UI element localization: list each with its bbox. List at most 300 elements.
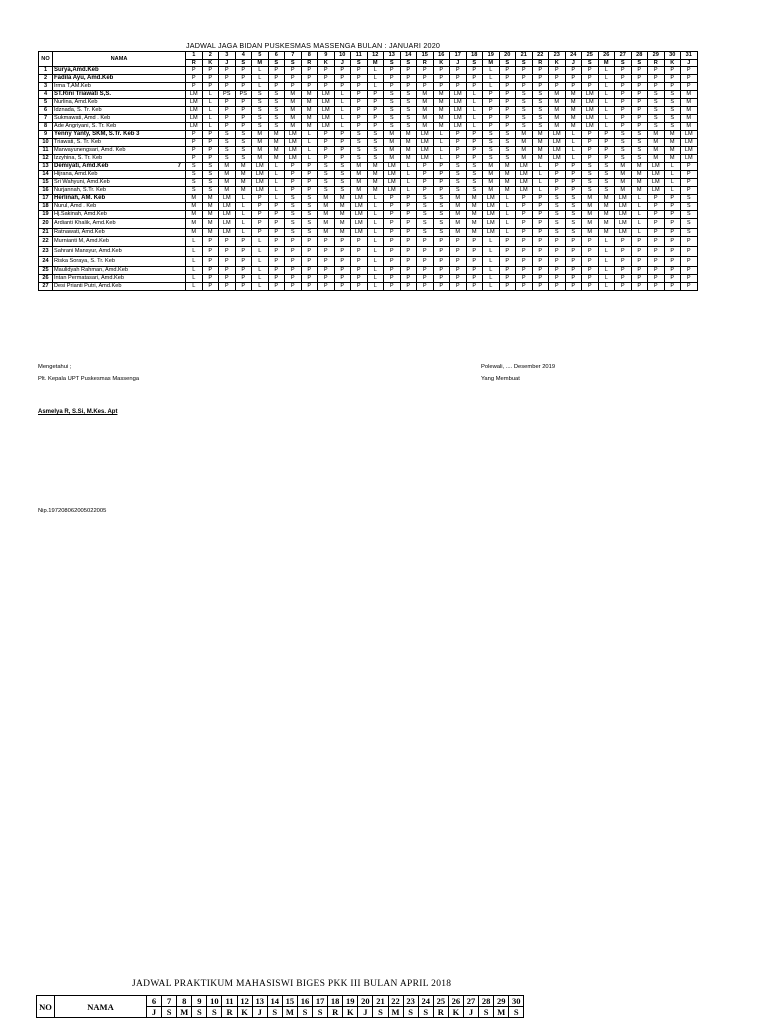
- practicum-header-day: 20: [358, 996, 373, 1007]
- shift-cell: M: [252, 155, 269, 163]
- shift-cell: P: [219, 283, 236, 291]
- shift-cell: M: [681, 123, 698, 131]
- shift-cell: P: [598, 139, 615, 147]
- header-day: 18: [466, 52, 483, 60]
- shift-cell: L: [186, 283, 203, 291]
- shift-cell: P: [400, 257, 417, 267]
- shift-cell: P: [301, 163, 318, 171]
- shift-cell: P: [549, 67, 566, 75]
- shift-cell: P: [631, 107, 648, 115]
- shift-cell: P: [219, 123, 236, 131]
- shift-cell: M: [466, 195, 483, 203]
- shift-cell: P: [549, 257, 566, 267]
- shift-cell: P: [516, 257, 533, 267]
- shift-cell: P: [351, 75, 368, 83]
- shift-cell: S: [433, 229, 450, 237]
- shift-cell: P: [549, 267, 566, 275]
- shift-cell: M: [664, 139, 681, 147]
- shift-cell: S: [483, 147, 500, 155]
- shift-cell: M: [351, 179, 368, 187]
- shift-cell: M: [483, 163, 500, 171]
- shift-cell: M: [318, 195, 335, 203]
- shift-cell: P: [664, 275, 681, 283]
- shift-cell: S: [433, 219, 450, 229]
- shift-cell: L: [202, 107, 219, 115]
- shift-cell: L: [186, 237, 203, 247]
- shift-cell: P: [681, 187, 698, 195]
- header-day: 3: [219, 52, 236, 60]
- shift-cell: LM: [615, 219, 632, 229]
- shift-cell: M: [466, 219, 483, 229]
- shift-cell: M: [219, 171, 236, 179]
- shift-cell: P: [285, 75, 302, 83]
- row-name-text: Hj.Sakinah, Amd.Keb: [54, 211, 107, 218]
- shift-cell: P: [549, 247, 566, 257]
- header-weekday: S: [582, 59, 599, 67]
- shift-cell: P: [532, 83, 549, 91]
- row-name-text: Riska Soraya, S. Tr. Keb: [54, 258, 115, 265]
- shift-cell: P: [235, 275, 252, 283]
- shift-cell: P: [664, 283, 681, 291]
- shift-cell: P: [549, 163, 566, 171]
- shift-cell: S: [466, 163, 483, 171]
- shift-cell: S: [252, 91, 269, 99]
- practicum-header-day: 27: [463, 996, 478, 1007]
- shift-cell: L: [268, 195, 285, 203]
- shift-cell: P: [532, 275, 549, 283]
- row-name: [53, 67, 186, 75]
- shift-cell: L: [565, 131, 582, 139]
- shift-cell: P: [285, 187, 302, 195]
- row-no: 3: [39, 83, 53, 91]
- shift-cell: M: [384, 139, 401, 147]
- shift-cell: P: [285, 83, 302, 91]
- shift-cell: P: [252, 203, 269, 211]
- shift-cell: L: [202, 91, 219, 99]
- table-row: [39, 99, 698, 107]
- table-row: [39, 155, 698, 163]
- shift-cell: P: [219, 237, 236, 247]
- shift-cell: L: [334, 115, 351, 123]
- shift-cell: P: [268, 219, 285, 229]
- table-row: [39, 203, 698, 211]
- shift-cell: P: [351, 67, 368, 75]
- row-name-text: Maulidyah Rahman, Amd.Keb: [54, 267, 129, 274]
- row-no: 22: [39, 237, 53, 247]
- shift-cell: S: [219, 155, 236, 163]
- shift-cell: P: [615, 237, 632, 247]
- shift-cell: M: [334, 219, 351, 229]
- shift-cell: LM: [450, 115, 467, 123]
- shift-cell: P: [648, 237, 665, 247]
- shift-cell: LM: [252, 187, 269, 195]
- shift-cell: M: [351, 187, 368, 195]
- shift-cell: L: [483, 283, 500, 291]
- shift-cell: S: [598, 171, 615, 179]
- shift-cell: LM: [219, 229, 236, 237]
- shift-cell: P: [301, 67, 318, 75]
- shift-cell: P: [483, 123, 500, 131]
- shift-cell: P: [433, 179, 450, 187]
- shift-cell: P: [631, 283, 648, 291]
- table-row: [39, 115, 698, 123]
- header-weekday: J: [334, 59, 351, 67]
- shift-cell: P: [202, 83, 219, 91]
- table-row: [39, 163, 698, 171]
- shift-cell: P: [334, 267, 351, 275]
- shift-cell: LM: [351, 203, 368, 211]
- shift-cell: P: [648, 83, 665, 91]
- shift-cell: M: [219, 163, 236, 171]
- shift-cell: L: [483, 267, 500, 275]
- shift-cell: P: [450, 275, 467, 283]
- shift-cell: P: [235, 67, 252, 75]
- shift-cell: LM: [351, 219, 368, 229]
- row-name-text: Marwayunengsari, Amd. Keb: [54, 147, 126, 154]
- shift-cell: P: [384, 195, 401, 203]
- row-no: 2: [39, 75, 53, 83]
- shift-cell: P: [664, 247, 681, 257]
- row-name: [53, 211, 186, 219]
- header-day: 28: [631, 52, 648, 60]
- shift-cell: M: [648, 139, 665, 147]
- header-day: 2: [202, 52, 219, 60]
- shift-cell: P: [631, 91, 648, 99]
- shift-cell: S: [334, 163, 351, 171]
- shift-cell: P: [466, 67, 483, 75]
- shift-cell: P: [252, 211, 269, 219]
- shift-cell: M: [186, 195, 203, 203]
- row-name: [53, 99, 186, 107]
- shift-cell: M: [384, 147, 401, 155]
- practicum-header-weekday: S: [373, 1007, 388, 1018]
- header-weekday: K: [549, 59, 566, 67]
- shift-cell: P: [400, 283, 417, 291]
- header-day: 7: [285, 52, 302, 60]
- shift-cell: P: [549, 237, 566, 247]
- shift-cell: P: [664, 75, 681, 83]
- practicum-header-day: 6: [147, 996, 162, 1007]
- table-row: [39, 123, 698, 131]
- shift-cell: P: [351, 267, 368, 275]
- row-name: [53, 229, 186, 237]
- practicum-header-nama: NAMA: [55, 996, 147, 1018]
- shift-cell: P: [598, 155, 615, 163]
- practicum-header-day: 30: [509, 996, 524, 1007]
- shift-cell: P: [351, 107, 368, 115]
- shift-cell: L: [499, 195, 516, 203]
- shift-cell: M: [384, 155, 401, 163]
- shift-cell: L: [186, 247, 203, 257]
- header-nama: NAMA: [53, 52, 186, 67]
- shift-cell: L: [499, 203, 516, 211]
- shift-cell: S: [400, 99, 417, 107]
- shift-cell: L: [664, 163, 681, 171]
- shift-cell: P: [384, 257, 401, 267]
- shift-cell: P: [549, 283, 566, 291]
- header-weekday: R: [186, 59, 203, 67]
- shift-cell: S: [252, 99, 269, 107]
- shift-cell: L: [631, 229, 648, 237]
- shift-cell: L: [235, 203, 252, 211]
- shift-cell: P: [400, 275, 417, 283]
- shift-cell: P: [318, 155, 335, 163]
- shift-cell: P: [549, 179, 566, 187]
- shift-cell: M: [268, 131, 285, 139]
- shift-cell: S: [565, 195, 582, 203]
- shift-cell: LM: [285, 131, 302, 139]
- shift-cell: M: [648, 155, 665, 163]
- header-day: 21: [516, 52, 533, 60]
- shift-cell: L: [664, 187, 681, 195]
- shift-cell: S: [483, 139, 500, 147]
- shift-cell: M: [367, 163, 384, 171]
- shift-cell: P: [516, 247, 533, 257]
- practicum-header-day: 14: [267, 996, 282, 1007]
- shift-cell: M: [450, 211, 467, 219]
- shift-cell: M: [516, 155, 533, 163]
- header-weekday: S: [631, 59, 648, 67]
- shift-cell: P: [648, 257, 665, 267]
- shift-cell: P: [516, 237, 533, 247]
- shift-cell: P: [565, 187, 582, 195]
- shift-cell: S: [681, 203, 698, 211]
- shift-cell: P: [532, 257, 549, 267]
- table-row: [39, 219, 698, 229]
- shift-cell: S: [219, 139, 236, 147]
- shift-cell: P: [648, 247, 665, 257]
- shift-cell: M: [598, 219, 615, 229]
- shift-cell: P: [417, 179, 434, 187]
- shift-cell: S: [186, 171, 203, 179]
- table-row: [39, 83, 698, 91]
- shift-cell: P: [483, 99, 500, 107]
- practicum-header-day: 24: [418, 996, 433, 1007]
- shift-cell: M: [252, 139, 269, 147]
- shift-cell: P: [417, 67, 434, 75]
- shift-cell: LM: [483, 195, 500, 203]
- shift-cell: P: [268, 203, 285, 211]
- shift-cell: S: [301, 211, 318, 219]
- shift-cell: P: [532, 267, 549, 275]
- shift-cell: S: [202, 163, 219, 171]
- shift-cell: P: [367, 123, 384, 131]
- shift-cell: L: [565, 155, 582, 163]
- shift-cell: S: [433, 203, 450, 211]
- shift-cell: L: [400, 179, 417, 187]
- shift-cell: P: [417, 267, 434, 275]
- row-name-text: Surya,Amd.Keb: [54, 67, 99, 74]
- shift-cell: L: [466, 123, 483, 131]
- practicum-header-no: NO: [37, 996, 55, 1018]
- shift-cell: LM: [582, 91, 599, 99]
- shift-cell: P: [631, 275, 648, 283]
- header-day: 20: [499, 52, 516, 60]
- shift-cell: M: [681, 99, 698, 107]
- shift-cell: P: [417, 163, 434, 171]
- header-day: 30: [664, 52, 681, 60]
- row-name: [53, 275, 186, 283]
- shift-cell: L: [532, 179, 549, 187]
- shift-cell: M: [202, 203, 219, 211]
- row-name: [53, 247, 186, 257]
- shift-cell: P: [615, 67, 632, 75]
- shift-cell: P: [400, 211, 417, 219]
- shift-cell: P: [219, 83, 236, 91]
- shift-cell: P: [582, 155, 599, 163]
- shift-cell: P: [202, 131, 219, 139]
- shift-cell: S: [351, 155, 368, 163]
- shift-cell: LM: [384, 179, 401, 187]
- header-weekday: J: [565, 59, 582, 67]
- shift-cell: P: [681, 75, 698, 83]
- shift-cell: L: [598, 91, 615, 99]
- practicum-schedule-table: [36, 995, 524, 1018]
- shift-cell: LM: [285, 139, 302, 147]
- shift-cell: M: [565, 99, 582, 107]
- shift-cell: L: [367, 237, 384, 247]
- practicum-header-weekday: S: [267, 1007, 282, 1018]
- shift-cell: P: [268, 283, 285, 291]
- shift-cell: P: [466, 283, 483, 291]
- shift-cell: P: [268, 211, 285, 219]
- row-no: 1: [39, 67, 53, 75]
- shift-cell: LM: [351, 211, 368, 219]
- shift-cell: P: [334, 139, 351, 147]
- shift-cell: S: [615, 131, 632, 139]
- shift-cell: P: [334, 275, 351, 283]
- shift-cell: L: [483, 275, 500, 283]
- shift-cell: L: [598, 267, 615, 275]
- shift-cell: P: [582, 67, 599, 75]
- shift-cell: P: [516, 219, 533, 229]
- shift-cell: P: [384, 229, 401, 237]
- shift-cell: S: [318, 171, 335, 179]
- shift-cell: M: [235, 179, 252, 187]
- shift-cell: S: [301, 219, 318, 229]
- shift-cell: S: [615, 139, 632, 147]
- shift-cell: L: [367, 75, 384, 83]
- shift-cell: LM: [318, 107, 335, 115]
- row-name: [53, 123, 186, 131]
- shift-cell: M: [631, 171, 648, 179]
- shift-cell: S: [598, 179, 615, 187]
- shift-cell: S: [367, 147, 384, 155]
- row-no: 23: [39, 247, 53, 257]
- shift-cell: P: [532, 75, 549, 83]
- practicum-header-weekday: M: [494, 1007, 509, 1018]
- shift-cell: M: [549, 91, 566, 99]
- shift-cell: P: [186, 75, 203, 83]
- practicum-schedule-title: JADWAL PRAKTIKUM MAHASISWI BIGES PKK III BULAN APRIL 2018: [132, 979, 452, 989]
- shift-cell: P: [499, 257, 516, 267]
- shift-cell: S: [532, 115, 549, 123]
- shift-cell: S: [285, 195, 302, 203]
- shift-cell: P: [433, 67, 450, 75]
- shift-cell: L: [268, 179, 285, 187]
- shift-cell: S: [417, 211, 434, 219]
- row-no: 7: [39, 115, 53, 123]
- shift-cell: P: [202, 267, 219, 275]
- shift-cell: S: [186, 163, 203, 171]
- shift-cell: M: [235, 187, 252, 195]
- shift-cell: P: [565, 275, 582, 283]
- practicum-header-weekday: K: [448, 1007, 463, 1018]
- shift-cell: L: [598, 275, 615, 283]
- shift-cell: P: [532, 229, 549, 237]
- shift-cell: P: [631, 83, 648, 91]
- row-no: 9: [39, 131, 53, 139]
- shift-cell: M: [450, 229, 467, 237]
- shift-cell: S: [367, 155, 384, 163]
- shift-cell: L: [483, 257, 500, 267]
- shift-cell: P: [285, 171, 302, 179]
- shift-cell: P: [384, 237, 401, 247]
- row-no: 11: [39, 147, 53, 155]
- shift-cell: P: [450, 247, 467, 257]
- table-row: [39, 75, 698, 83]
- shift-cell: L: [334, 123, 351, 131]
- shift-cell: L: [565, 147, 582, 155]
- header-weekday: S: [351, 59, 368, 67]
- shift-cell: P: [582, 283, 599, 291]
- header-weekday: R: [417, 59, 434, 67]
- shift-cell: P: [367, 91, 384, 99]
- header-weekday: S: [268, 59, 285, 67]
- shift-cell: L: [466, 107, 483, 115]
- row-name-text: Triawati, S. Tr. Keb: [54, 139, 102, 146]
- header-weekday: R: [532, 59, 549, 67]
- shift-cell: S: [433, 211, 450, 219]
- header-weekday: K: [318, 59, 335, 67]
- practicum-header-weekday: S: [162, 1007, 177, 1018]
- shift-cell: P: [235, 99, 252, 107]
- practicum-header-day: 17: [313, 996, 328, 1007]
- shift-cell: LM: [219, 219, 236, 229]
- shift-cell: M: [186, 229, 203, 237]
- practicum-header-day: 28: [479, 996, 494, 1007]
- header-day: 1: [186, 52, 203, 60]
- shift-cell: S: [466, 179, 483, 187]
- row-name-text: Fadila Ayu, Amd.Keb: [54, 75, 114, 82]
- shift-cell: P: [285, 267, 302, 275]
- shift-cell: S: [252, 107, 269, 115]
- shift-cell: M: [664, 155, 681, 163]
- shift-cell: P: [400, 229, 417, 237]
- shift-cell: LM: [615, 211, 632, 219]
- shift-cell: P: [582, 75, 599, 83]
- header-no: NO: [39, 52, 53, 67]
- shift-cell: M: [202, 211, 219, 219]
- shift-cell: P: [582, 83, 599, 91]
- shift-cell: P: [433, 283, 450, 291]
- shift-cell: L: [252, 67, 269, 75]
- shift-cell: L: [334, 99, 351, 107]
- shift-cell: S: [582, 187, 599, 195]
- shift-cell: M: [532, 147, 549, 155]
- shift-cell: S: [186, 187, 203, 195]
- shift-cell: S: [417, 229, 434, 237]
- table-row: [39, 131, 698, 139]
- shift-cell: M: [186, 211, 203, 219]
- shift-cell: L: [664, 171, 681, 179]
- row-name: [53, 163, 186, 171]
- shift-cell: M: [664, 131, 681, 139]
- header-day: 14: [400, 52, 417, 60]
- shift-cell: P: [400, 195, 417, 203]
- shift-cell: P: [268, 75, 285, 83]
- row-name-text: Desi Prianti Putri, Amd.Keb: [54, 283, 122, 290]
